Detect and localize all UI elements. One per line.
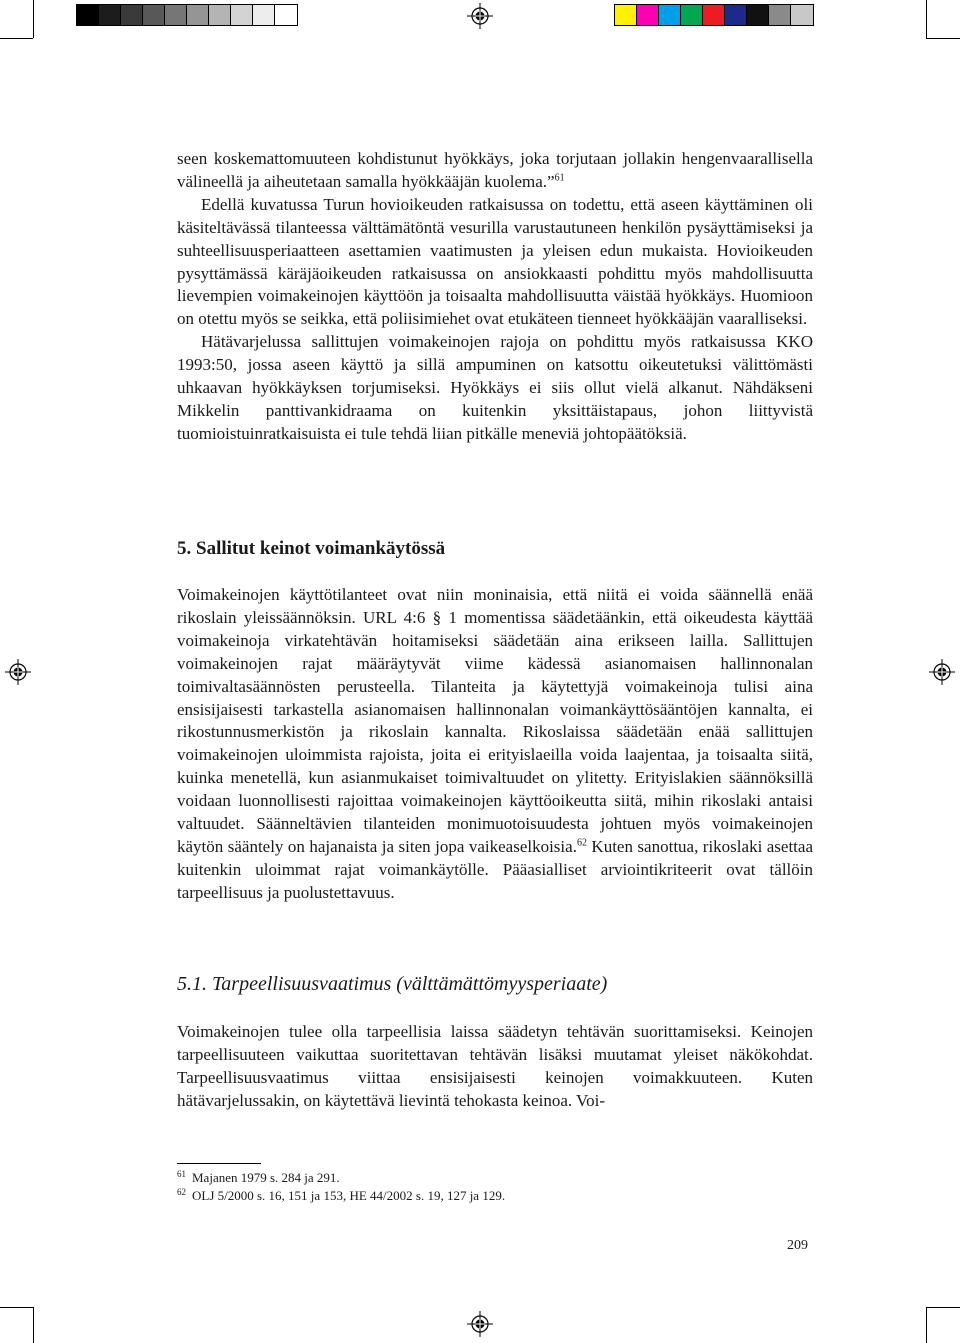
color-swatch [681,5,703,25]
body-text-top [177,148,813,446]
color-bar [614,4,814,26]
gray-swatch [187,5,209,25]
gray-swatch [253,5,275,25]
registration-mark-icon [467,3,493,29]
gray-swatch [209,5,231,25]
gray-swatch [275,5,297,25]
paragraph: Voimakeinojen tulee olla tarpeellisia laissa säädetyn tehtävän suorittamiseksi. Keinojen tarpeellisuuteen vaikuttaa suoritettavan tehtävän lisäksi muutamat yleiset näkökohdat. Tarpeellisuusvaatimus viittaa ensisijaisesti keinojen voimakkuuteen. Kuten hätävarjelussakin, on käytettävä lievintä tehokasta keinoa. Voi- [177,1022,813,1110]
section-heading: 5. Sallitut keinot voimankäytössä [177,538,446,559]
paragraph: Voimakeinojen käyttötilanteet ovat niin moninaisia, että niitä ei voida säännellä enää rikoslain yleissäännöksin. URL 4:6 § 1 momentissa säädetäänkin, että oikeudesta käyttää voimakeinoja virkatehtävän hoitamiseksi säädetään aina erikseen lailla. Sallittujen voimakeinojen rajat määräytyvät viime kädessä asianomaisen hallinnonalan toimivaltasäännösten perusteella. Tilanteita ja käytettyjä voimakeinoja tulisi aina ensisijaisesti tarkastella asianomaisen hallinnonalan voimankäyttösääntöjen kannalta, ei rikostunnusmerkistön ja rikoslain kannalta. Rikoslaissa säädetään enää sallittujen voimakeinojen uloimmista rajoista, joita ei erityislaeilla voida laajentaa, ja toisaalta siitä, kuinka menetellä, kun asianmukaiset toimivaltuudet on ylitetty. Erityislakien säännöksillä voidaan luonnollisesti rajoittaa voimakeinojen käyttöoikeutta siitä, mihin rikoslaki antaisi valtuudet. Säänneltävien tilanteiden monimuotoisuudesta johtuen myös voimakeinojen käytön sääntely on hajanaista ja siten jopa vaikeaselkoisia.$^{62}$ Kuten sanottua, rikoslaki asettaa kuitenkin uloimmat rajat voimankäytölle. Pääasialliset arviointikriteerit ovat tällöin tarpeellisuus ja puolustettavuus. [177,585,814,902]
crop-mark [0,1307,33,1308]
color-swatch [725,5,747,25]
gray-swatch [143,5,165,25]
crop-mark [926,38,960,39]
registration-mark-icon [929,659,955,685]
gray-swatch [121,5,143,25]
color-swatch [747,5,769,25]
gray-swatch [77,5,99,25]
paragraph: seen koskemattomuuteen kohdistunut hyökkäys, joka torjutaan jollakin hengenvaarallisella välineellä ja aiheutetaan samalla hyökkääjän kuolema.”$^{61}$ [177,149,813,191]
paragraph: Edellä kuvatussa Turun hovioikeuden ratkaisussa on todettu, että aseen käyttäminen oli käsiteltävässä tilanteessa välttämätöntä vesurilla varustautuneen henkilön pysäyttämiseksi ja suhteellisuusperiaatteen asettamien vaatimusten ja yleisen edun mukaista. Hovioikeuden pysyttämässä käräjäoikeuden ratkaisussa on ansiokkaasti pohdittu myös mahdollisuutta lievempien voimakeinojen käyttöön ja toisaalta mahdollisuutta väistää hyökkäys. Huomioon on otettu myös se seikka, että poliisimiehet ovat etukäteen tienneet hyökkääjän vaaralliseksi. [177,194,813,329]
color-swatch [637,5,659,25]
page-number: 209 [787,1238,808,1253]
color-swatch [769,5,791,25]
grayscale-bar [76,4,298,26]
footnote-divider [177,1163,261,1164]
color-swatch [703,5,725,25]
gray-swatch [165,5,187,25]
footnote-ref: 62 [576,837,587,849]
color-swatch [791,5,813,25]
footnote-ref: 61 [554,172,565,184]
crop-mark [926,1307,927,1343]
crop-mark [926,1307,960,1308]
color-swatch [659,5,681,25]
gray-swatch [231,5,253,25]
color-swatch [615,5,637,25]
footnote: $^{61}$ Majanen 1979 s. 284 ja 291. [177,1168,340,1185]
subsection-heading: 5.1. Tarpeellisuusvaatimus (välttämättömyysperiaate) [177,973,608,995]
crop-mark [0,38,33,39]
gray-swatch [99,5,121,25]
paragraph: Hätävarjelussa sallittujen voimakeinojen rajoja on pohdittu myös ratkaisussa KKO 1993:50, jossa aseen käyttö ja sillä ampuminen on katsottu oikeutetuksi välittömästi uhkaavan hyökkäyksen torjumiseksi. Hyökkäys ei siis ollut vielä alkanut. Nähdäkseni Mikkelin panttivankidraama on kuitenkin yksittäistapaus, johon liittyvistä tuomioistuinratkaisuista ei tule tehdä liian pitkälle meneviä johtopäätöksiä. [177,332,813,443]
registration-mark-icon [467,1311,493,1337]
registration-mark-icon [5,659,31,685]
crop-mark [33,0,34,38]
body-text-section-5-1 [177,1021,813,1113]
body-text-section-5 [177,584,813,905]
footnote: $^{62}$ OLJ 5/2000 s. 16, 151 ja 153, HE 44/2002 s. 19, 127 ja 129. [177,1186,506,1203]
crop-mark [33,1307,34,1343]
crop-mark [926,0,927,38]
